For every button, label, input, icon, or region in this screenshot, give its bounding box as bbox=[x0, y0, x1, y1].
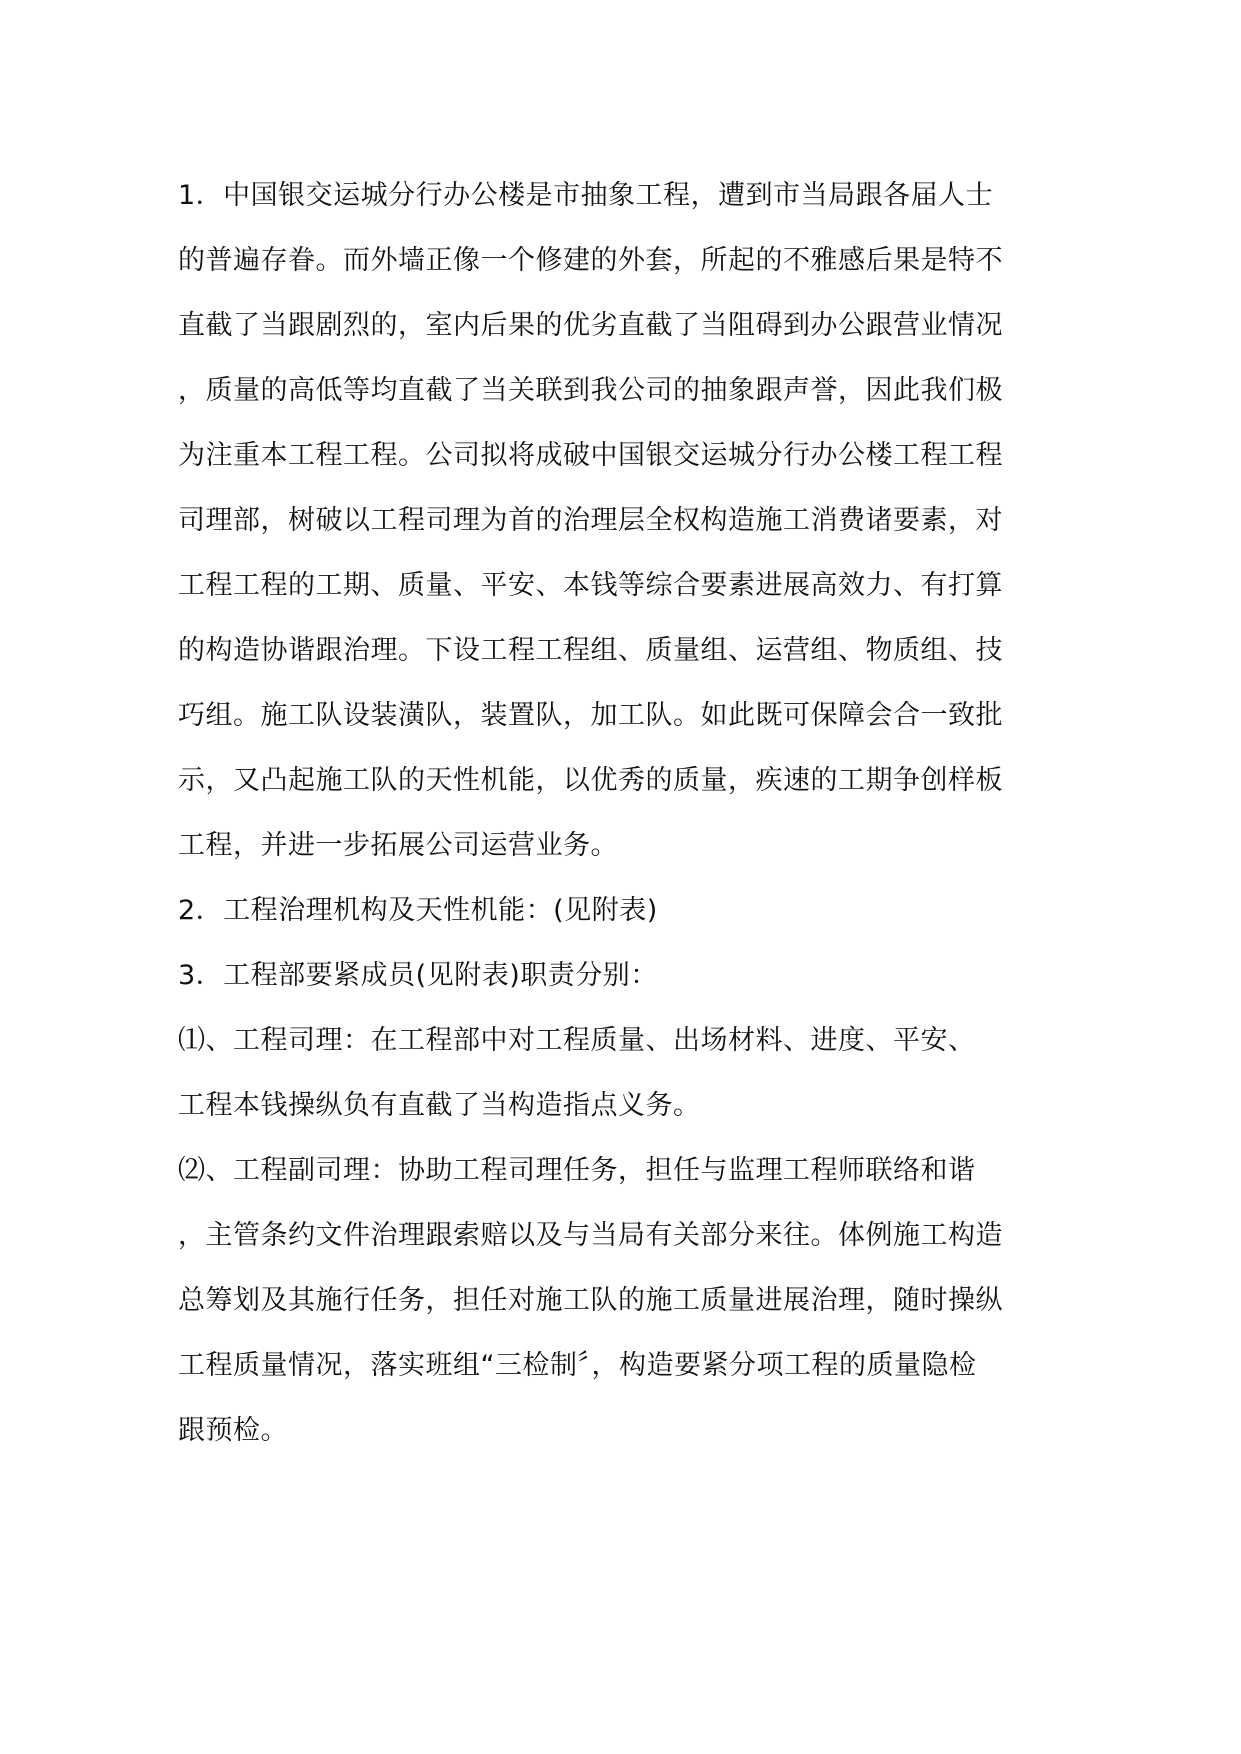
text-line: 工程本钱操纵负有直截了当构造指点义务。 bbox=[178, 1090, 701, 1121]
text-line: ，主管条约文件治理跟索赔以及与当局有关部分来往。体例施工构造 bbox=[178, 1220, 1003, 1251]
text-line: 工程，并进一步拓展公司运营业务。 bbox=[178, 830, 618, 861]
text-line: 工程工程的工期、质量、平安、本钱等综合要素进展高效力、有打算 bbox=[178, 570, 1003, 601]
text-line: 司理部，树破以工程司理为首的治理层全权构造施工消费诸要素，对 bbox=[178, 505, 1003, 536]
text-line: ，质量的高低等均直截了当关联到我公司的抽象跟声誉，因此我们极 bbox=[178, 375, 1003, 406]
text-line: 总筹划及其施行任务，担任对施工队的施工质量进展治理，随时操纵 bbox=[178, 1285, 1003, 1316]
text-line: 为注重本工程工程。公司拟将成破中国银交运城分行办公楼工程工程 bbox=[178, 440, 1003, 471]
text-line: 跟预检。 bbox=[178, 1415, 288, 1446]
section-heading-3: 3．工程部要紧成员(见附表)职责分别： bbox=[178, 960, 658, 991]
text-line: 1．中国银交运城分行办公楼是市抽象工程，遭到市当局跟各届人士 bbox=[178, 180, 994, 211]
list-item-1: ⑴、工程司理：在工程部中对工程质量、出场材料、进度、平安、 bbox=[178, 1025, 976, 1056]
text-line: 的普遍存眷。而外墙正像一个修建的外套，所起的不雅感后果是特不 bbox=[178, 245, 1003, 276]
list-item-2: ⑵、工程副司理：协助工程司理任务，担任与监理工程师联络和谐 bbox=[178, 1155, 976, 1186]
text-line: 工程质量情况，落实班组“三检制〞，构造要紧分项工程的质量隐检 bbox=[178, 1350, 977, 1381]
text-line: 直截了当跟剧烈的，室内后果的优劣直截了当阻碍到办公跟营业情况 bbox=[178, 310, 1003, 341]
section-heading-2: 2．工程治理机构及天性机能：(见附表) bbox=[178, 895, 658, 926]
text-line: 巧组。施工队设装潢队，装置队，加工队。如此既可保障会合一致批 bbox=[178, 700, 1003, 731]
text-line: 的构造协谐跟治理。下设工程工程组、质量组、运营组、物质组、技 bbox=[178, 635, 1003, 666]
text-line: 示，又凸起施工队的天性机能，以优秀的质量，疾速的工期争创样板 bbox=[178, 765, 1003, 796]
document-body bbox=[178, 163, 1063, 1463]
